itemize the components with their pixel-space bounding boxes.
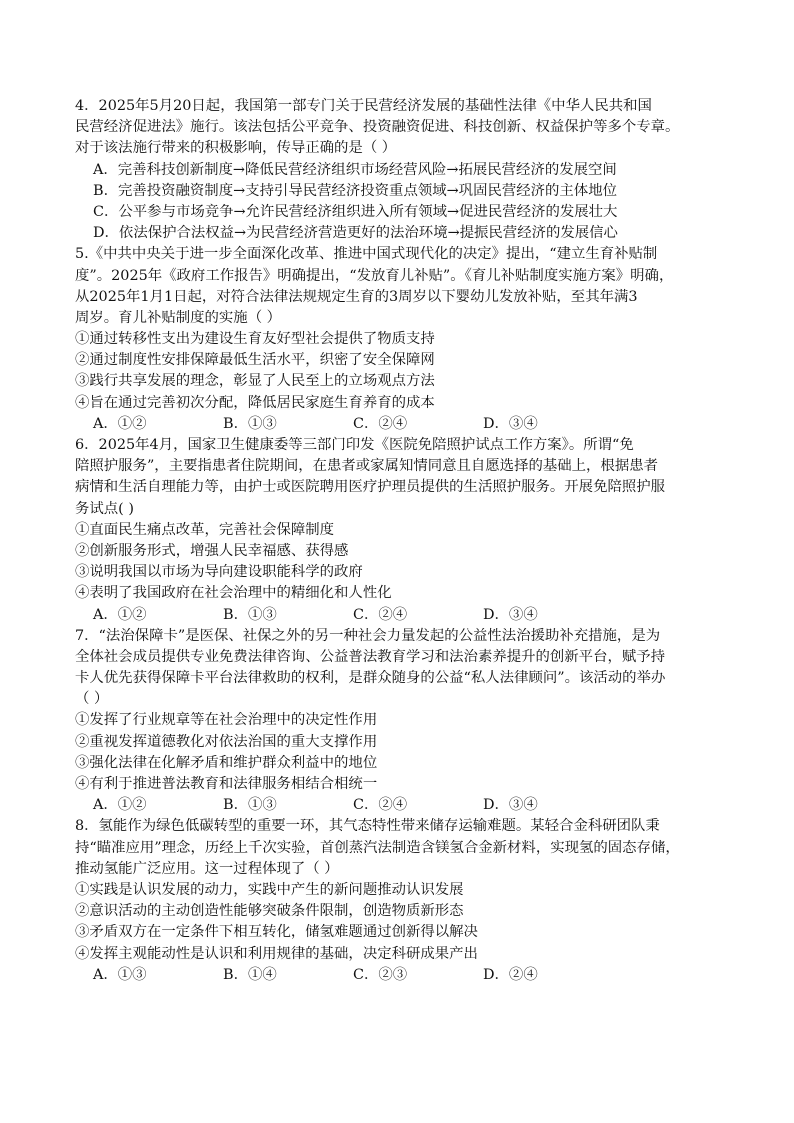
question-stem-line: 病情和生活自理能力等，由护士或医院聘用医疗护理员提供的生活照护服务。开展免陪照护服	[75, 479, 666, 496]
choice-d: D．③④	[483, 797, 538, 814]
statement-1: ①实践是认识发展的动力，实践中产生的新问题推动认识发展	[75, 881, 464, 898]
statement-4: ④发挥主观能动性是认识和利用规律的基础，决定科研成果产出	[75, 945, 478, 962]
choice-d: D．③④	[483, 415, 538, 432]
question-stem-line: 对于该法施行带来的积极影响，传导正确的是（ ）	[75, 140, 397, 157]
statement-3: ③践行共享发展的理念，彰显了人民至上的立场观点方法	[75, 373, 435, 390]
statement-2: ②创新服务形式，增强人民幸福感、获得感	[75, 542, 349, 559]
question-stem-line: 5.《中共中央关于进一步全面深化改革、推进中国式现代化的决定》提出，“建立生育补贴制	[75, 246, 658, 263]
statement-3: ③矛盾双方在一定条件下相互转化，储氢难题通过创新得以解决	[75, 924, 478, 941]
choice-c: C．②④	[353, 606, 408, 623]
statement-1: ①直面民生痛点改革，完善社会保障制度	[75, 521, 335, 538]
question-stem-line: （ ）	[75, 691, 109, 708]
statement-4: ④旨在通过完善初次分配，降低居民家庭生育养育的成本	[75, 394, 435, 411]
option-a: A．完善科技创新制度→降低民营经济组织市场经营风险→拓展民营经济的发展空间	[93, 161, 617, 178]
choice-d: D．②④	[483, 966, 538, 983]
statement-4: ④有利于推进普法教育和法律服务相结合相统一	[75, 776, 378, 792]
question-stem-line: 周岁。育儿补贴制度的实施（ ）	[75, 309, 282, 326]
choice-a: A．①②	[93, 797, 147, 814]
question-stem-line: 持“瞄准应用”理念，历经上千次实验，首创蒸汽法制造含镁氢合金新材料，实现氢的固态存储，	[75, 839, 680, 856]
choice-b: B．①③	[223, 606, 277, 623]
statement-2: ②重视发挥道德教化对依法治国的重大支撑作用	[75, 733, 378, 750]
answer-choices	[75, 414, 725, 435]
statement-1: ①发挥了行业规章等在社会治理中的决定性作用	[75, 712, 378, 729]
statement-2: ②通过制度性安排保障最低生活水平，织密了安全保障网	[75, 352, 435, 369]
question-6	[75, 435, 725, 626]
choice-c: C．②④	[353, 415, 408, 432]
question-7	[75, 626, 725, 817]
choice-b: B．①③	[223, 797, 277, 814]
option-c: C．公平参与市场竞争→允许民营经济组织进入所有领域→促进民营经济的发展壮大	[93, 203, 618, 220]
question-stem-line: 全体社会成员提供专业免费法律咨询、公益普法教育学习和法治素养提升的创新平台，赋予持	[75, 648, 666, 665]
question-stem-line: 从2025年1月1日起，对符合法律法规规定生育的3周岁以下婴幼儿发放补贴，至其年满3	[75, 288, 638, 305]
statement-1: ①通过转移性支出为建设生育友好型社会提供了物质支持	[75, 331, 435, 348]
question-stem-line: 度”。2025年《政府工作报告》明确提出，“发放育儿补贴”。《育儿补贴制度实施方案》明确，	[75, 267, 674, 284]
choice-a: A．①②	[93, 606, 147, 623]
choice-b: B．①④	[223, 966, 277, 983]
question-stem-line: 4．2025年5月20日起，我国第一部专门关于民营经济发展的基础性法律《中华人民共和国	[75, 98, 652, 114]
question-stem-line: 民营经济促进法》施行。该法包括公平竞争、投资融资促进、科技创新、权益保护等多个专章。	[75, 119, 680, 136]
question-stem-line: 卡人优先获得保障卡平台法律救助的权利，是群众随身的公益“私人法律顾问”。该活动的举办	[75, 670, 666, 687]
choice-c: C．②③	[353, 966, 408, 983]
statement-3: ③说明我国以市场为导向建设职能科学的政府	[75, 564, 363, 581]
question-5	[75, 244, 725, 435]
statement-4: ④表明了我国政府在社会治理中的精细化和人性化	[75, 585, 392, 602]
answer-choices	[75, 605, 725, 626]
statement-3: ③强化法律在化解矛盾和维护群众利益中的地位	[75, 754, 378, 771]
question-8	[75, 816, 725, 986]
choice-a: A．①③	[93, 966, 147, 983]
choice-c: C．②④	[353, 797, 408, 814]
choice-b: B．①③	[223, 415, 277, 432]
option-d: D．依法保护合法权益→为民营经济营造更好的法治环境→提振民营经济的发展信心	[93, 225, 618, 242]
question-stem-line: 推动氢能广泛应用。这一过程体现了（ ）	[75, 860, 339, 877]
answer-choices	[75, 965, 725, 986]
question-stem-line: 8．氢能作为绿色低碳转型的重要一环，其气态特性带来储存运输难题。某轻合金科研团队秉	[75, 818, 660, 835]
statement-2: ②意识活动的主动创造性能够突破条件限制，创造物质新形态	[75, 903, 464, 920]
choice-d: D．③④	[483, 606, 538, 623]
choice-a: A．①②	[93, 415, 147, 432]
option-b: B．完善投资融资制度→支持引导民营经济投资重点领域→巩固民营经济的主体地位	[93, 182, 617, 199]
question-stem-line: 7．“法治保障卡”是医保、社保之外的另一种社会力量发起的公益性法治援助补充措施，是为	[75, 627, 661, 644]
question-stem-line: 6．2025年4月，国家卫生健康委等三部门印发《医院免陪照护试点工作方案》。所谓“免	[75, 437, 634, 453]
answer-choices	[75, 795, 725, 816]
question-stem-line: 陪照护服务”，主要指患者住院期间，在患者或家属知情同意且自愿选择的基础上，根据患者	[75, 458, 658, 475]
exam-page	[75, 96, 725, 986]
question-stem-line: 务试点( )	[75, 500, 134, 517]
question-4	[75, 96, 725, 244]
